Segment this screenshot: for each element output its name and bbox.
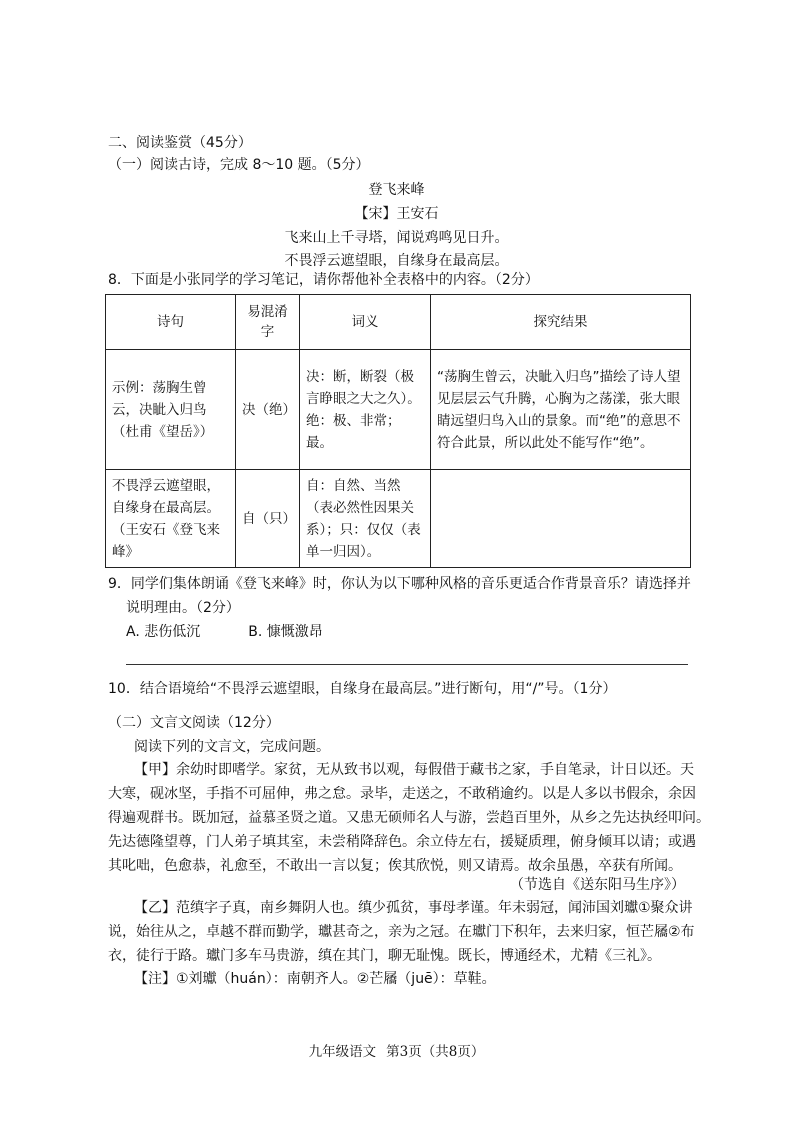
- header-meaning: 词义: [300, 295, 431, 350]
- answer-blank-cell[interactable]: [431, 470, 691, 568]
- footer-page-prefix: 第: [386, 1044, 400, 1060]
- poem-line-2: 不畏浮云遮望眼，自缘身在最高层。: [284, 253, 509, 269]
- annotation-note: 【注】①刘瓛（huán）：南朝齐人。②芒屩（juē）：草鞋。: [134, 971, 496, 987]
- classical-section-heading: （二）文言文阅读（12分）: [108, 715, 280, 731]
- q9-options: [126, 622, 323, 642]
- footer-subject: 九年级语文: [308, 1044, 377, 1060]
- footer-page-suffix: 页）: [457, 1044, 485, 1060]
- q9-prompt-line-2: 说明理由。（2分）: [126, 600, 240, 616]
- q10-prompt: 10．结合语境给“不畏浮云遮望眼，自缘身在最高层。”进行断句，用“/”号。（1分）: [108, 681, 617, 697]
- poem-title: 登飞来峰: [368, 182, 425, 198]
- cell-verse: 不畏浮云遮望眼，自缘身在最高层。（王安石《登飞来峰》: [106, 470, 236, 568]
- table-row: [106, 470, 691, 568]
- q9-prompt-line-1: 9．同学们集体朗诵《登飞来峰》时，你认为以下哪种风格的音乐更适合作背景音乐？请选择并: [108, 576, 691, 592]
- passage-jia-line: 大寒，砚冰坚，手指不可屈伸，弗之怠。录毕，走送之，不敢稍逾约。以是人多以书假余，余因: [108, 786, 696, 802]
- option-a[interactable]: A. 悲伤低沉: [126, 624, 201, 640]
- cell-result: “荡胸生曾云，决眦入归鸟”描绘了诗人望见层层云气升腾，心胸为之荡漾，张大眼睛远望归鸟入山的景象。而“绝”的意思不符合此景，所以此处不能写作“绝”。: [431, 350, 691, 470]
- table-header-row: [106, 295, 691, 350]
- passage-jia-line: 【甲】余幼时即嗜学。家贫，无从致书以观，每假借于藏书之家，手自笔录，计日以还。天: [134, 762, 694, 778]
- section-title: 二、阅读鉴赏（45分）: [108, 135, 252, 151]
- page-number: 3: [399, 1044, 409, 1060]
- answer-line[interactable]: [126, 664, 688, 665]
- q8-prompt: 8．下面是小张同学的学习笔记，请你帮他补全表格中的内容。（2分）: [108, 272, 539, 288]
- cell-char: 决（绝）: [236, 350, 300, 470]
- passage-jia-line: 得遍观群书。既加冠，益慕圣贤之道。又患无硕师名人与游，尝趋百里外，从乡之先达执经叩问。: [108, 810, 710, 826]
- table-row: [106, 350, 691, 470]
- page-footer: [0, 1040, 793, 1060]
- passage-yi-line: 衣，徒行于路。瓛门多车马贵游，缜在其门，聊无耻愧。既长，博通经术，尤精《三礼》。: [108, 948, 661, 964]
- poem-author: 【宋】王安石: [354, 206, 439, 222]
- passage-jia-source: （节选自《送东阳马生序》）: [510, 877, 685, 893]
- total-pages: 8: [448, 1044, 458, 1060]
- passage-yi-line: 【乙】范缜字子真，南乡舞阴人也。缜少孤贫，事母孝谨。年未弱冠，闻沛国刘瓛①聚众讲: [134, 900, 693, 916]
- header-verse: 诗句: [106, 295, 236, 350]
- poem-section-heading: （一）阅读古诗，完成 8～10 题。（5分）: [108, 157, 370, 173]
- cell-meaning: 自：自然、当然（表必然性因果关系）；只：仅仅（表单一归因）。: [300, 470, 431, 568]
- footer-page-mid: 页（共: [408, 1044, 449, 1060]
- cell-meaning: 决：断，断裂（极言睁眼之大之久）。绝：极、非常；最。: [300, 350, 431, 470]
- option-b[interactable]: B. 慷慨激昂: [248, 624, 323, 640]
- passage-yi-line: 说，始往从之，卓越不群而勤学，瓛甚奇之，亲为之冠。在瓛门下积年，去来归家，恒芒屩②布: [108, 924, 695, 940]
- study-notes-table: [105, 294, 691, 568]
- passage-jia-line: 先达德隆望尊，门人弟子填其室，未尝稍降辞色。余立侍左右，援疑质理，俯身倾耳以请；或遇: [108, 834, 696, 850]
- cell-verse: 示例：荡胸生曾云，决眦入归鸟（杜甫《望岳》）: [106, 350, 236, 470]
- header-result: 探究结果: [431, 295, 691, 350]
- header-confusable-char: 易混淆字: [236, 295, 300, 350]
- passage-jia-line: 其叱咄，色愈恭，礼愈至，不敢出一言以复；俟其欣悦，则又请焉。故余虽愚，卒获有所闻。: [108, 858, 682, 874]
- cell-char: 自（只）: [236, 470, 300, 568]
- poem-line-1: 飞来山上千寻塔，闻说鸡鸣见日升。: [284, 230, 509, 246]
- classical-instruction: 阅读下列的文言文，完成问题。: [134, 739, 330, 755]
